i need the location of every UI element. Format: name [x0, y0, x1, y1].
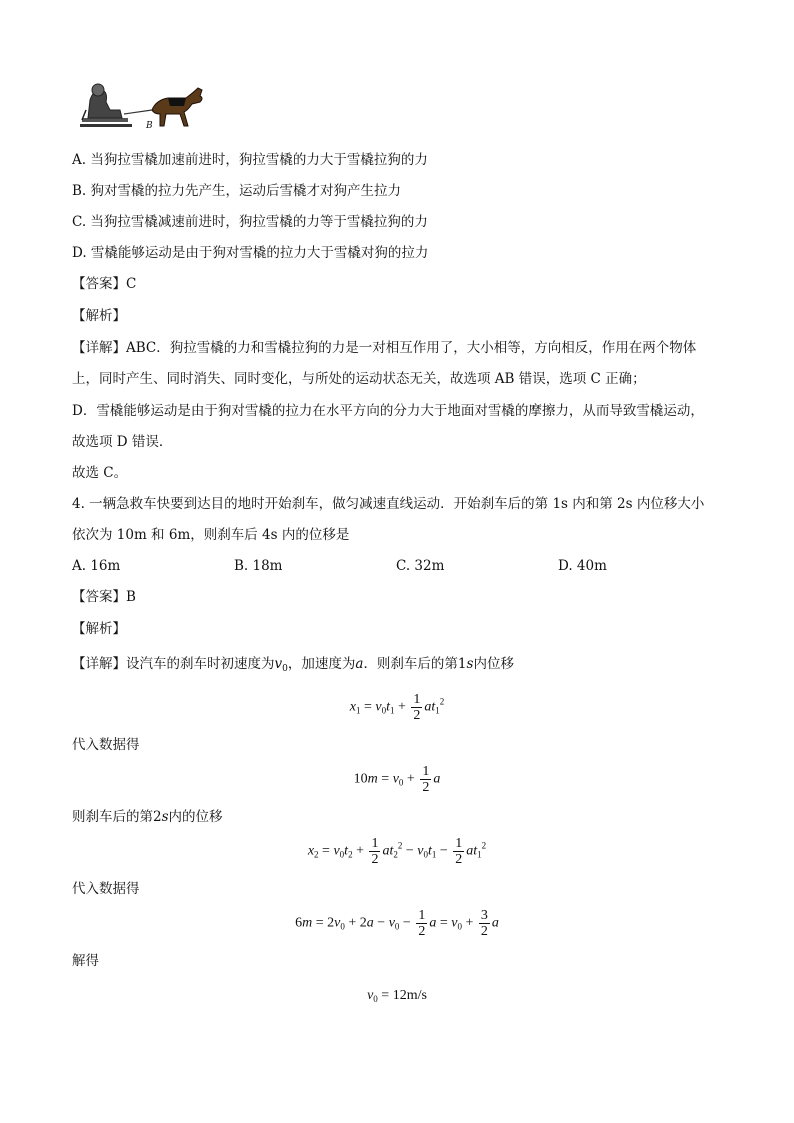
equation-x1: $x_1 = v_0t_1$ + $\frac{1}{2}$ $at_1^2$ — [349, 692, 445, 723]
q4-option-d: D. 40m — [558, 558, 607, 574]
equation-v0: $v_0 = 12m/s$ — [367, 988, 427, 1004]
detail-line-2: 上，同时产生、同时消失、同时变化，与所处的运动状态无关，故选项 AB 错误，选项 C 正确； — [72, 371, 646, 387]
answer-q3: 【答案】C — [72, 276, 137, 292]
detail-intro-q4: 【详解】设汽车的刹车时初速度为$v_0$，加速度为a．则刹车后的第1s内位移 — [72, 656, 514, 674]
option-c: C. 当狗拉雪橇减速前进时，狗拉雪橇的力等于雪橇拉狗的力 — [72, 214, 428, 230]
substitute-label-2: 代入数据得 — [72, 881, 140, 897]
option-d: D. 雪橇能够运动是由于狗对雪橇的拉力大于雪橇对狗的拉力 — [72, 245, 429, 261]
q4-option-c: C. 32m — [396, 558, 445, 574]
rope — [124, 110, 152, 114]
equation-6m: $6m = 2v_0 + 2a - v_0$ − $\frac{1}{2}$ $a = v_0$ + $\frac{3}{2}$ a — [295, 908, 499, 939]
equation-x2: $x_2 = v_0t_2$ + $\frac{1}{2}$ $at_2^2 - v_0t_1$ − $\frac{1}{2}$ $at_1^2$ — [307, 836, 487, 867]
analysis-heading-q4: 【解析】 — [72, 621, 126, 637]
question-4-stem-line-2: 依次为 10m 和 6m，则刹车后 4s 内的位移是 — [72, 527, 350, 543]
second-2s-label: 则刹车后的第2s内的位移 — [72, 809, 223, 825]
solve-label: 解得 — [72, 953, 99, 969]
question-4-stem-line-1: 4. 一辆急救车快要到达目的地时开始刹车，做匀减速直线运动．开始刹车后的第 1s 内和第 2s 内位移大小 — [72, 496, 705, 512]
q4-option-a: A. 16m — [72, 558, 121, 574]
answer-q4: 【答案】B — [72, 589, 136, 605]
option-a: A. 当狗拉雪橇加速前进时，狗拉雪橇的力大于雪橇拉狗的力 — [72, 152, 428, 168]
detail-line-3: D．雪橇能够运动是由于狗对雪橇的拉力在水平方向的分力大于地面对雪橇的摩擦力，从而导致雪橇运动， — [72, 403, 704, 419]
conclusion-q3: 故选 C。 — [72, 465, 128, 481]
sled-rider — [80, 84, 132, 127]
analysis-heading-q3: 【解析】 — [72, 308, 126, 324]
equation-10m: $10m = v_0$ + $\frac{1}{2}$ a — [353, 764, 441, 795]
option-b: B. 狗对雪橇的拉力先产生，运动后雪橇才对狗产生拉力 — [72, 183, 402, 199]
detail-line-1: 【详解】ABC．狗拉雪橇的力和雪橇拉狗的力是一对相互作用了，大小相等，方向相反，作用在两个物体 — [72, 340, 697, 356]
substitute-label-1: 代入数据得 — [72, 737, 140, 753]
dog — [152, 88, 202, 126]
question-4-options — [72, 557, 752, 575]
dog-sled-illustration — [76, 80, 208, 132]
q4-option-b: B. 18m — [234, 558, 283, 574]
label-b: B — [146, 121, 153, 131]
detail-line-4: 故选项 D 错误． — [72, 434, 173, 450]
